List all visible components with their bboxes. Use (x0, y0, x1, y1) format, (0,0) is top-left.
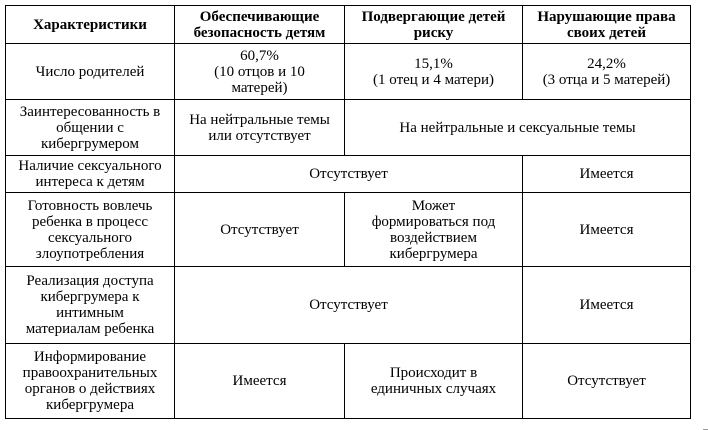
table-row (6, 100, 691, 156)
cell-parents-risk: 15,1% (1 отец и 4 матери) (345, 44, 523, 100)
cell-involve-risk: Может формироваться под воздействием кибергрумера (345, 193, 523, 267)
cell-involve-violate: Имеется (523, 193, 691, 267)
cell-involve-safe: Отсутствует (175, 193, 345, 267)
header-violating-parents: Нарушающие права своих детей (523, 6, 691, 44)
cell-parents-safe: 60,7% (10 отцов и 10 матерей) (175, 44, 345, 100)
cell-parents-violate: 24,2% (3 отца и 5 матерей) (523, 44, 691, 100)
header-row (6, 6, 691, 44)
header-risk-parents: Подвергающие детей риску (345, 6, 523, 44)
cell-inform-violate: Отсутствует (523, 344, 691, 419)
cell-interest-risk-violate: На нейтральные и сексуальные темы (345, 100, 691, 156)
cell-inform-safe: Имеется (175, 344, 345, 419)
table-row (6, 344, 691, 419)
row-label-parents: Число родителей (6, 44, 175, 100)
row-label-sexual-interest: Наличие сексуального интереса к детям (6, 156, 175, 193)
cell-sexual-safe-risk: Отсутствует (175, 156, 523, 193)
cell-sexual-violate: Имеется (523, 156, 691, 193)
row-label-involve: Готовность вовлечь ребенка в процесс сексуального злоупотребления (6, 193, 175, 267)
header-safe-parents: Обеспечивающие безопасность детям (175, 6, 345, 44)
header-characteristics: Характеристики (6, 6, 175, 44)
table-row (6, 44, 691, 100)
row-label-access: Реализация доступа кибергрумера к интимным материалам ребенка (6, 267, 175, 344)
cell-interest-safe: На нейтральные темы или отсутствует (175, 100, 345, 156)
characteristics-table (5, 5, 691, 419)
cell-access-safe-risk: Отсутствует (175, 267, 523, 344)
cell-access-violate: Имеется (523, 267, 691, 344)
row-label-inform: Информирование правоохранительных органов о действиях кибергрумера (6, 344, 175, 419)
row-label-interest: Заинтересованность в общении с кибергрумером (6, 100, 175, 156)
table-row (6, 267, 691, 344)
cell-inform-risk: Происходит в единичных случаях (345, 344, 523, 419)
table-row (6, 156, 691, 193)
table-row (6, 193, 691, 267)
